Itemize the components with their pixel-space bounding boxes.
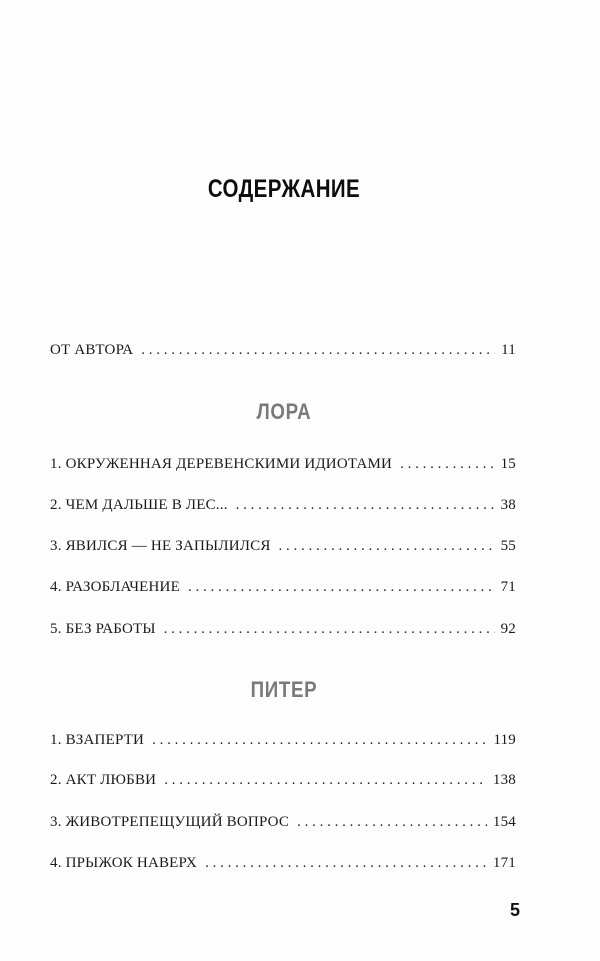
dot-leader [152,732,487,749]
toc-entry-label: 5. БЕЗ РАБОТЫ [50,621,156,637]
toc-entry [50,732,516,754]
toc-entry-label: 1. ОКРУЖЕННАЯ ДЕРЕВЕНСКИМИ ИДИОТАМИ [50,456,393,472]
section-heading-piter: ПИТЕР [250,677,318,702]
toc-entry-label: 3. ЯВИЛСЯ — НЕ ЗАПЫЛИЛСЯ [50,538,271,554]
toc-entry-label: ОТ АВТОРА [50,342,134,358]
toc-entry-label: 3. ЖИВОТРЕПЕЩУЩИЙ ВОПРОС [50,814,290,830]
toc-entry-page: 38 [500,497,516,513]
toc-entry-page: 154 [492,814,516,830]
toc-entry-page: 55 [500,538,516,554]
dot-leader [205,855,487,872]
page-title: СОДЕРЖАНИЕ [207,175,361,203]
dot-leader [400,456,495,473]
toc-entry [50,772,516,794]
toc-entry [50,814,516,836]
dot-leader [164,772,487,789]
dot-leader [236,497,495,514]
toc-entry-page: 71 [500,579,516,595]
toc-entry [50,579,516,601]
dot-leader [279,538,495,555]
dot-leader [164,621,495,638]
toc-entry-page: 138 [492,772,516,788]
toc-entry-label: 4. ПРЫЖОК НАВЕРХ [50,855,198,871]
toc-entry [50,855,516,877]
toc-entry-page: 171 [492,855,516,871]
toc-entry-page: 92 [500,621,516,637]
toc-entry [50,538,516,560]
toc-entry [50,621,516,643]
toc-entry [50,497,516,519]
dot-leader [297,814,487,831]
toc-entry-page: 119 [493,732,516,748]
toc-entry-page: 15 [500,456,516,472]
toc-entry [50,456,516,478]
toc-entry-intro [50,342,516,364]
section-heading-lora: ЛОРА [256,399,312,424]
toc-entry-label: 2. АКТ ЛЮБВИ [50,772,157,788]
dot-leader [141,342,495,359]
toc-entry-page: 11 [501,342,516,358]
dot-leader [188,579,495,596]
toc-entry-label: 1. ВЗАПЕРТИ [50,732,145,748]
toc-entry-label: 2. ЧЕМ ДАЛЬШЕ В ЛЕС... [50,497,228,513]
toc-entry-label: 4. РАЗОБЛАЧЕНИЕ [50,579,180,595]
page-number: 5 [509,900,520,920]
